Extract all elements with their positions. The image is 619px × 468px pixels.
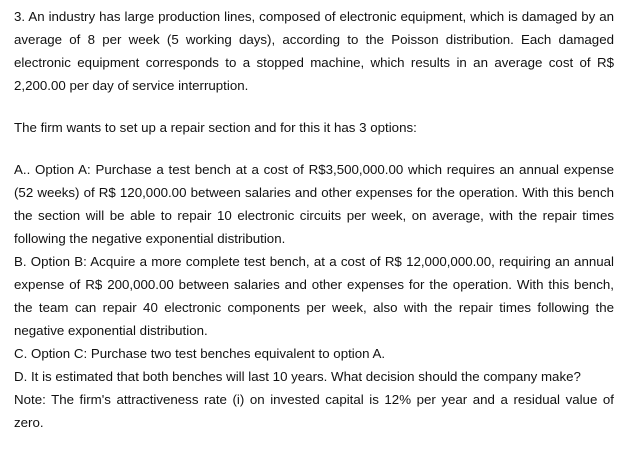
option-b-paragraph: B. Option B: Acquire a more complete test bench, at a cost of R$ 12,000,000.00, requiring an annual expense of R$ 200,000.00 between salaries and other expenses for the operation. With this bench, the team can repair 40 electronic components per week, also with the repair times following the negative exponential distribution. [14, 254, 614, 338]
option-d-paragraph: D. It is estimated that both benches will last 10 years. What decision should the company make? [14, 369, 581, 384]
option-c-paragraph: C. Option C: Purchase two test benches equivalent to option A. [14, 346, 386, 361]
note-paragraph: Note: The firm's attractiveness rate (i) on invested capital is 12% per year and a residual value of zero. [14, 392, 614, 430]
option-a-paragraph: A.. Option A: Purchase a test bench at a cost of R$3,500,000.00 which requires an annual expense (52 weeks) of R$ 120,000.00 between salaries and other expenses for the operation. With this bench the section will be able to repair 10 electronic circuits per week, on average, with the repair times following the negative exponential distribution. [14, 162, 614, 246]
problem-intro: 3. An industry has large production lines, composed of electronic equipment, which is damaged by an average of 8 per week (5 working days), according to the Poisson distribution. Each damaged electronic equipment corresponds to a stopped machine, which results in an average cost of R$ 2,200.00 per day of service interruption. [14, 9, 614, 93]
firm-options-intro: The firm wants to set up a repair section and for this it has 3 options: [14, 120, 417, 135]
